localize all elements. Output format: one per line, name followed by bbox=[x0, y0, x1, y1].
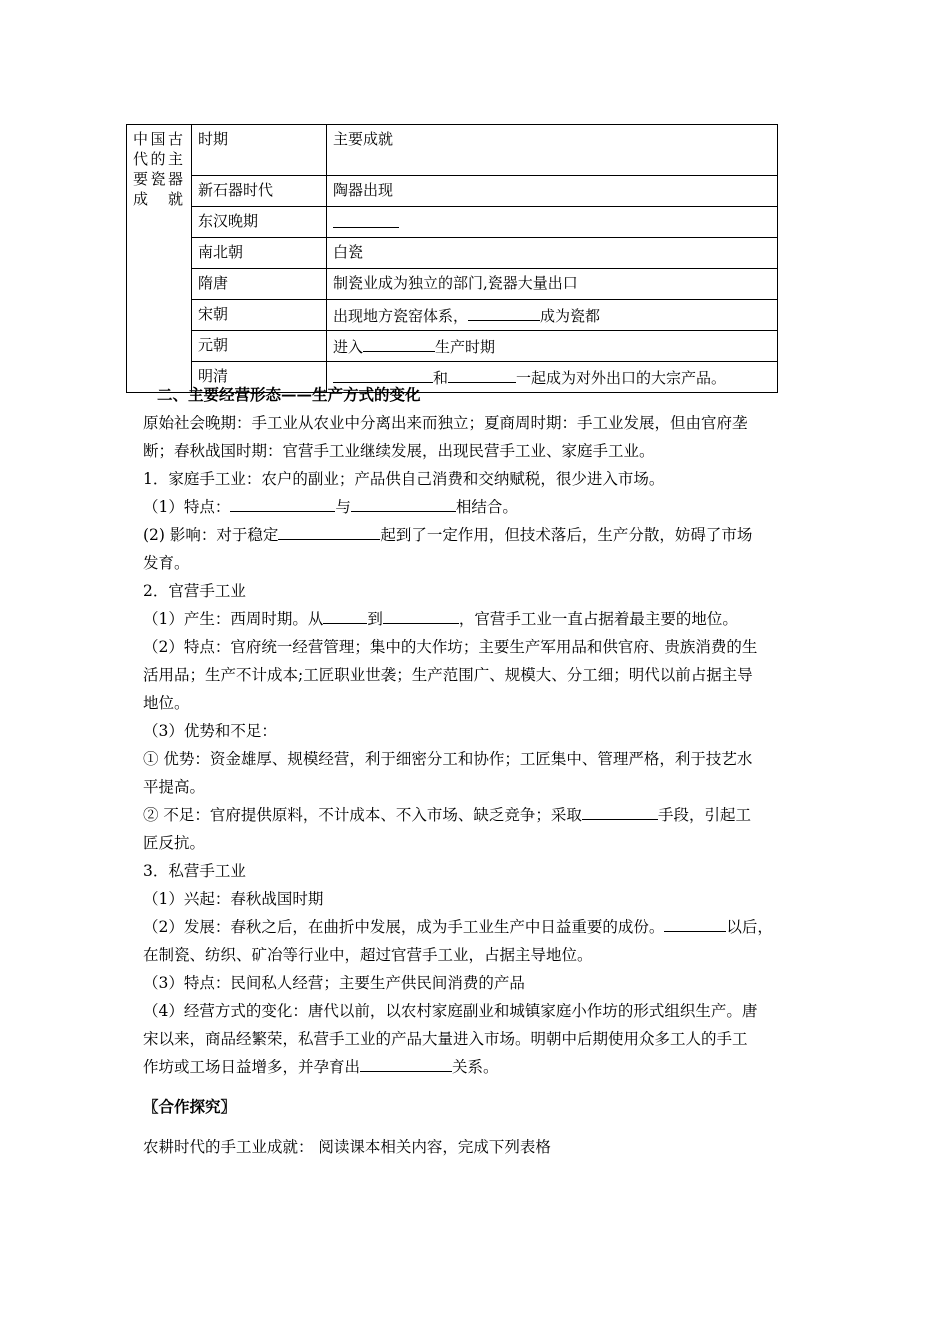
coop-section-title: 〖合作探究〗 bbox=[143, 1097, 237, 1116]
text-span: （1）特点： bbox=[143, 498, 231, 516]
table-row bbox=[127, 269, 778, 300]
subsection-title: 2．官营手工业 bbox=[143, 582, 246, 600]
achievement-text: 成为瓷都 bbox=[540, 307, 601, 325]
paragraph-line: 匠反抗。 bbox=[143, 834, 206, 852]
fill-blank[interactable] bbox=[468, 304, 540, 321]
text-span: 关系。 bbox=[452, 1058, 499, 1076]
table-row bbox=[127, 238, 778, 269]
row-achievement: 白瓷 bbox=[327, 238, 778, 269]
row-period: 东汉晚期 bbox=[192, 207, 327, 238]
paragraph-line bbox=[143, 493, 823, 521]
row-achievement: 陶器出现 bbox=[327, 176, 778, 207]
row-achievement: 制瓷业成为独立的部门,瓷器大量出口 bbox=[327, 269, 778, 300]
paragraph-line: 在制瓷、纺织、矿冶等行业中，超过官营手工业，占据主导地位。 bbox=[143, 946, 593, 964]
text-span: 作坊或工场日益增多，并孕育出 bbox=[143, 1058, 361, 1076]
section-body bbox=[143, 381, 823, 1161]
text-span: ② 不足：官府提供原料，不计成本、不入市场、缺乏竞争；采取 bbox=[143, 806, 582, 824]
fill-blank[interactable] bbox=[278, 523, 380, 540]
paragraph-line bbox=[143, 521, 823, 549]
text-span: （1）产生：西周时期。从 bbox=[143, 610, 324, 628]
achievement-text: 一起成为对外出口的大宗产品。 bbox=[516, 369, 727, 387]
fill-blank[interactable] bbox=[230, 495, 335, 512]
fill-blank[interactable] bbox=[363, 335, 435, 352]
section-title: 二、主要经营形态——生产方式的变化 bbox=[157, 385, 421, 404]
achievement-text: 和 bbox=[433, 369, 449, 387]
table-row bbox=[127, 300, 778, 331]
paragraph-line bbox=[143, 605, 823, 633]
achievement-text: 进入 bbox=[333, 338, 364, 356]
subsection-title: 3．私营手工业 bbox=[143, 862, 246, 880]
achievement-text: 生产时期 bbox=[435, 338, 496, 356]
table-row bbox=[127, 176, 778, 207]
table-row bbox=[127, 207, 778, 238]
text-span: ，官营手工业一直占据着最主要的地位。 bbox=[458, 610, 738, 628]
paragraph-line: 原始社会晚期：手工业从农业中分离出来而独立；夏商周时期：手工业发展，但由官府垄 bbox=[143, 414, 748, 432]
header-achievement: 主要成就 bbox=[327, 125, 778, 176]
fill-blank[interactable] bbox=[323, 607, 367, 624]
paragraph-line: 发育。 bbox=[143, 554, 190, 572]
row-period: 明清 bbox=[192, 362, 327, 393]
porcelain-achievements-table bbox=[126, 124, 778, 393]
paragraph-line bbox=[143, 913, 823, 941]
row-period: 宋朝 bbox=[192, 300, 327, 331]
paragraph-line bbox=[143, 801, 823, 829]
text-span: 起到了一定作用，但技术落后，生产分散，妨碍了市场 bbox=[380, 526, 753, 544]
paragraph-line: （3）特点：民间私人经营；主要生产供民间消费的产品 bbox=[143, 974, 525, 992]
text-span: 相结合。 bbox=[455, 498, 518, 516]
fill-blank[interactable] bbox=[582, 803, 658, 820]
paragraph-line: （3）优势和不足： bbox=[143, 722, 277, 740]
text-span: (2) 影响：对于稳定 bbox=[143, 526, 279, 544]
coop-instruction: 农耕时代的手工业成就： 阅读课本相关内容，完成下列表格 bbox=[143, 1138, 551, 1156]
paragraph-line: 宋以来，商品经繁荣，私营手工业的产品大量进入市场。明朝中后期使用众多工人的手工 bbox=[143, 1030, 748, 1048]
paragraph-line: （1）兴起：春秋战国时期 bbox=[143, 890, 324, 908]
table-row bbox=[127, 331, 778, 362]
fill-blank[interactable] bbox=[664, 915, 726, 932]
paragraph-line: ① 优势：资金雄厚、规模经营，利于细密分工和协作；工匠集中、管理严格，利于技艺水 bbox=[143, 750, 753, 768]
row-achievement bbox=[327, 331, 778, 362]
row-period: 南北朝 bbox=[192, 238, 327, 269]
row-period: 新石器时代 bbox=[192, 176, 327, 207]
achievement-text: 出现地方瓷窑体系， bbox=[333, 307, 469, 325]
row-achievement bbox=[327, 207, 778, 238]
paragraph-line bbox=[143, 1053, 823, 1081]
text-span: 手段，引起工 bbox=[657, 806, 751, 824]
text-span: 与 bbox=[335, 498, 351, 516]
fill-blank[interactable] bbox=[383, 607, 459, 624]
paragraph-line: 活用品；生产不计成本;工匠职业世袭；生产范围广、规模大、分工细；明代以前占据主导 bbox=[143, 666, 753, 684]
row-period: 隋唐 bbox=[192, 269, 327, 300]
paragraph-line: （2）特点：官府统一经营管理；集中的大作坊；主要生产军用品和供官府、贵族消费的生 bbox=[143, 638, 758, 656]
subsection-title: 1．家庭手工业：农户的副业；产品供自己消费和交纳赋税，很少进入市场。 bbox=[143, 470, 665, 488]
paragraph-line: 地位。 bbox=[143, 694, 190, 712]
fill-blank[interactable] bbox=[351, 495, 456, 512]
fill-blank[interactable] bbox=[333, 211, 399, 228]
table-header-row bbox=[127, 125, 778, 176]
row-achievement bbox=[327, 300, 778, 331]
fill-blank[interactable] bbox=[360, 1055, 452, 1072]
paragraph-line: 平提高。 bbox=[143, 778, 206, 796]
text-span: 到 bbox=[367, 610, 383, 628]
header-period: 时期 bbox=[192, 125, 327, 176]
text-span: （2）发展：春秋之后，在曲折中发展，成为手工业生产中日益重要的成份。 bbox=[143, 918, 665, 936]
table-side-title: 中国古代的主要瓷器成就 bbox=[127, 125, 192, 393]
row-period: 元朝 bbox=[192, 331, 327, 362]
text-span: 以后， bbox=[726, 918, 773, 936]
paragraph-line: （4）经营方式的变化：唐代以前，以农村家庭副业和城镇家庭小作坊的形式组织生产。唐 bbox=[143, 1002, 758, 1020]
paragraph-line: 断；春秋战国时期：官营手工业继续发展，出现民营手工业、家庭手工业。 bbox=[143, 442, 655, 460]
